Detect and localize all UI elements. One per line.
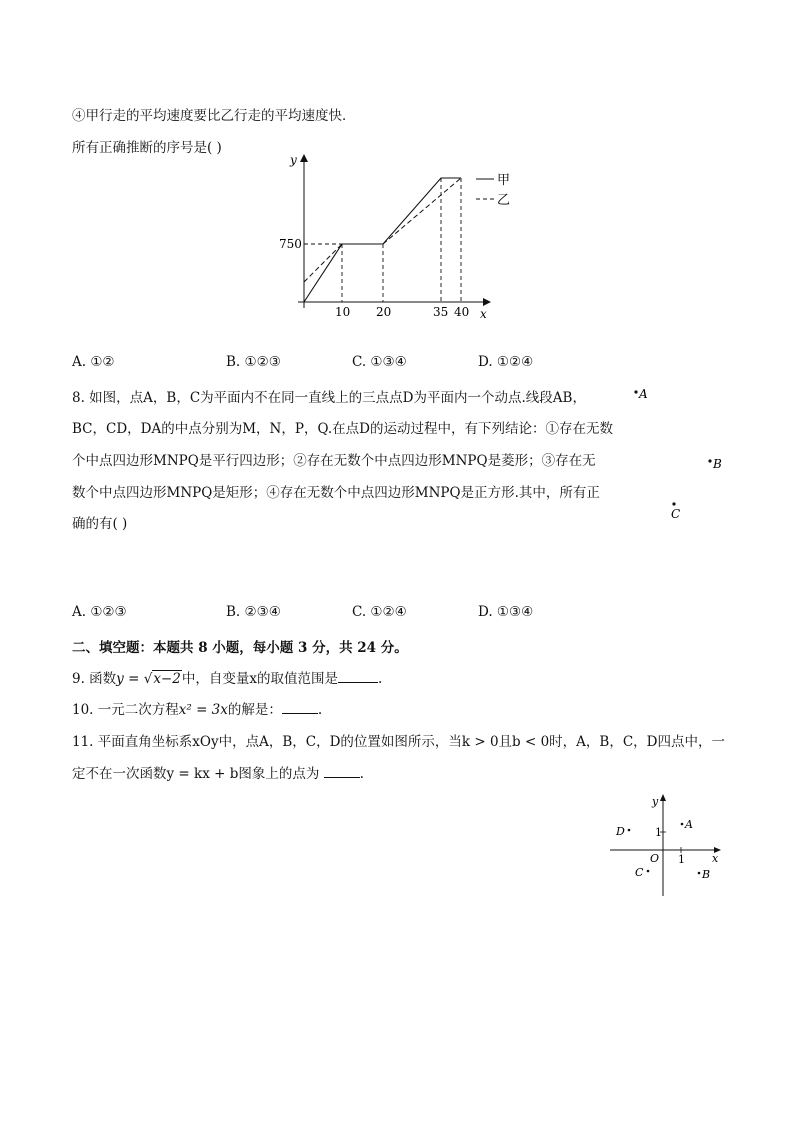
q7-x-axis-arrow	[483, 298, 491, 306]
q11-end: .	[359, 766, 364, 782]
q8-points-figure	[620, 380, 740, 530]
q10-answer-blank[interactable]	[282, 701, 318, 714]
q11-tick-x1-label: 1	[678, 853, 685, 866]
q8-point-c	[672, 502, 675, 505]
q9	[72, 667, 382, 687]
q8-point-a	[634, 390, 637, 393]
q11-origin: O	[650, 852, 660, 865]
q11-label-b: B	[702, 868, 711, 881]
q8-option-c[interactable]: C. ①②④	[352, 604, 407, 620]
q8-line4: 数个中点四边形MNPQ是矩形；④存在无数个中点四边形MNPQ是正方形.其中，所有正	[72, 485, 600, 501]
q8-option-b[interactable]: B. ②③④	[226, 604, 281, 620]
q11-point-b	[698, 872, 701, 875]
q7-option-c[interactable]: C. ①③④	[352, 354, 407, 370]
q8-line5: 确的有( )	[72, 516, 128, 532]
q11-line2-prefix: 定不在一次函数y = kx + b图象上的点为	[72, 766, 320, 782]
q9-suffix: 中，自变量x的取值范围是	[181, 671, 338, 687]
q7-item4: ④甲行走的平均速度要比乙行走的平均速度快．	[72, 108, 356, 124]
q8-label-b: B	[713, 457, 722, 471]
q10	[72, 698, 322, 718]
q7-x-tick-10: 10	[335, 305, 351, 319]
q7-legend-jia: 甲	[497, 173, 511, 188]
q8-point-b	[708, 459, 711, 462]
q11-label-a: A	[685, 818, 693, 831]
q11-line1: 11. 平面直角坐标系xOy中，点A，B，C，D的位置如图所示，当k > 0且b < 0时，A，B，C，D四点中，一	[72, 734, 726, 750]
q10-suffix: 的解是：	[227, 702, 282, 718]
q11-coordinate-figure	[605, 790, 730, 900]
q7-y-axis-arrow	[300, 154, 308, 162]
q9-answer-blank[interactable]	[338, 670, 378, 683]
q8-option-d[interactable]: D. ①③④	[478, 604, 534, 620]
q9-end: .	[377, 671, 383, 687]
q9-sqrt-sign: √	[143, 671, 153, 687]
q7-option-b[interactable]: B. ①②③	[226, 354, 281, 370]
section2-header: 二、填空题：本题共 8 小题，每小题 3 分，共 24 分。	[72, 640, 408, 656]
q7-x-axis-label: x	[480, 307, 487, 321]
q8-line3: 个中点四边形MNPQ是平行四边形；②存在无数个中点四边形MNPQ是菱形；③存在无	[72, 453, 596, 469]
q11-point-c	[647, 870, 650, 873]
q7-line-jia	[304, 178, 461, 302]
q8-line2: BC，CD，DA的中点分别为M，N，P，Q.在点D的运动过程中，有下列结论：①存在无数	[72, 421, 613, 437]
q7-option-a[interactable]: A. ①②	[72, 354, 115, 370]
q10-end: .	[317, 702, 323, 718]
q7-line-yi-2	[383, 178, 461, 244]
q11-label-c: C	[635, 866, 644, 879]
q11-y-label: y	[652, 795, 659, 808]
q7-x-tick-20: 20	[376, 305, 392, 319]
q9-prefix: 9. 函数	[72, 671, 117, 687]
q9-lhs: y =	[116, 671, 144, 687]
q11-answer-blank[interactable]	[324, 765, 360, 778]
q11-point-a	[681, 823, 684, 826]
q7-x-tick-35: 35	[433, 305, 449, 319]
q11-point-d	[628, 829, 631, 832]
q7-legend-yi: 乙	[497, 193, 511, 208]
q11-label-d: D	[616, 825, 625, 838]
q9-radicand: x−2	[153, 671, 181, 687]
q11-y-axis-arrow	[660, 794, 666, 801]
q8-line1: 8. 如图，点A，B，C为平面内不在同一直线上的三点点D为平面内一个动点.线段AB，	[72, 390, 586, 406]
q8-option-a[interactable]: A. ①②③	[72, 604, 127, 620]
q7-option-d[interactable]: D. ①②④	[478, 354, 534, 370]
q7-prompt: 所有正确推断的序号是( )	[72, 140, 222, 156]
q8-label-c: C	[671, 507, 681, 521]
q11-x-label: x	[712, 852, 719, 865]
q7-line-yi	[304, 244, 342, 282]
q11-line2	[72, 762, 364, 782]
q7-x-tick-40: 40	[454, 305, 470, 319]
q11-tick-y1-label: 1	[655, 826, 662, 839]
q7-distance-time-graph	[270, 148, 530, 328]
q8-label-a: A	[639, 387, 648, 401]
q7-y-axis-label: y	[290, 153, 297, 167]
q7-y-tick-750: 750	[279, 237, 302, 251]
q10-prefix: 10. 一元二次方程	[72, 702, 179, 718]
q10-equation: x² = 3x	[178, 702, 228, 718]
